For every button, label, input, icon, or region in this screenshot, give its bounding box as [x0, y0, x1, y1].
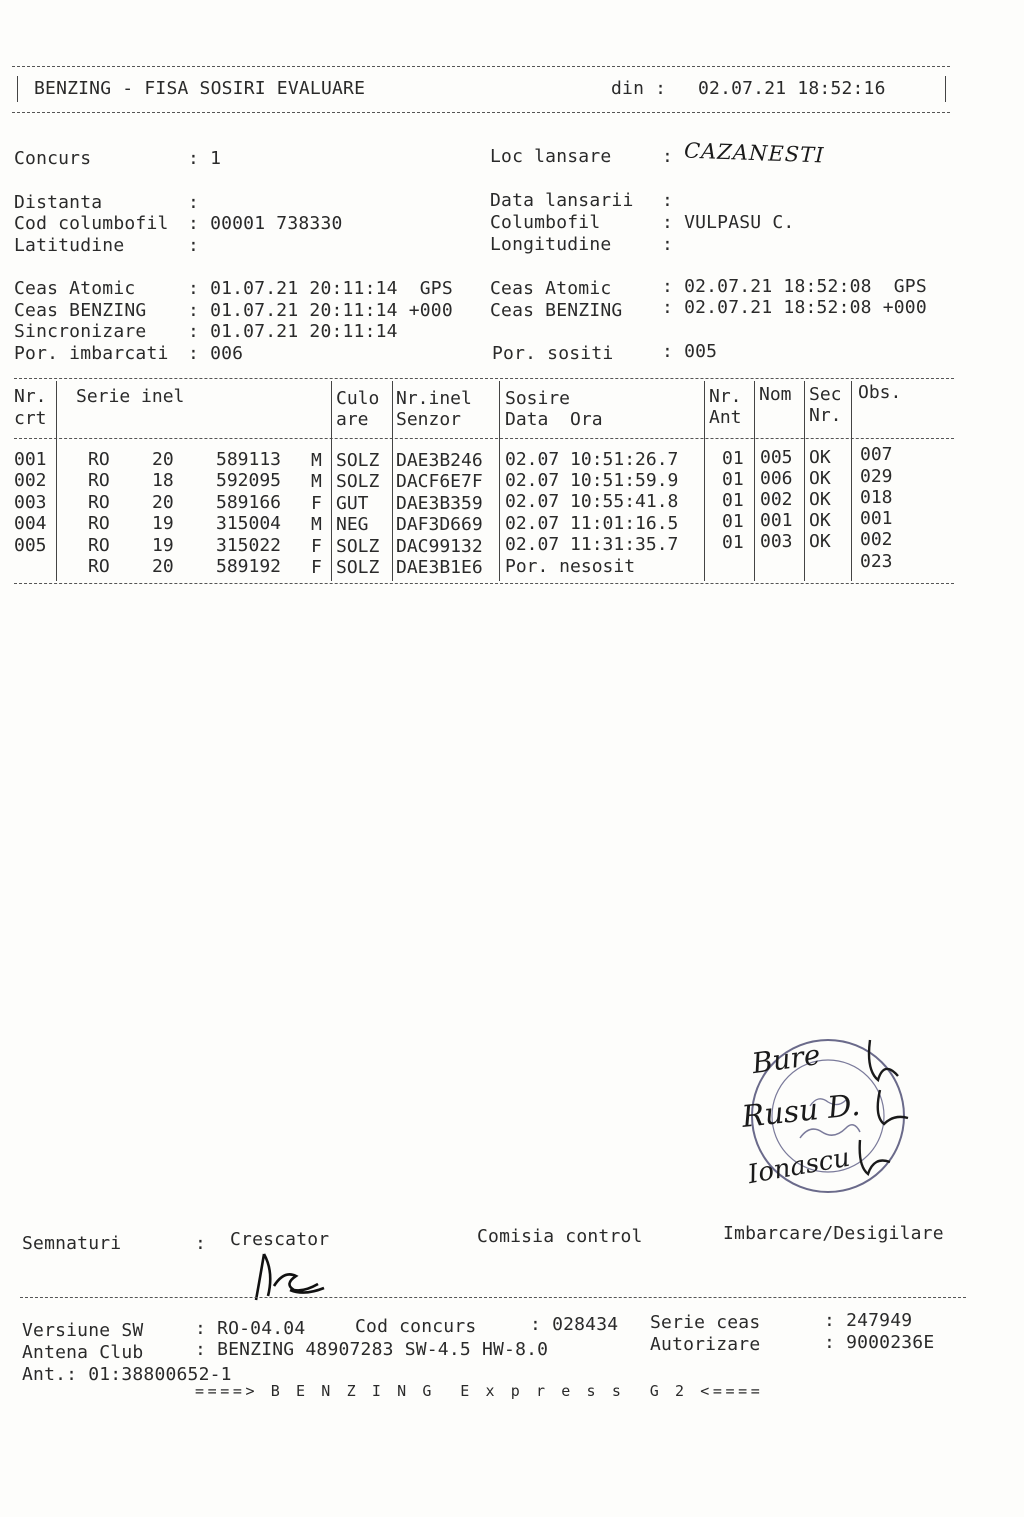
imbarcati-value: : 006	[188, 343, 244, 364]
row-sec: OK	[809, 489, 831, 510]
header-nr-inel: Nr.inel	[396, 388, 472, 409]
header-sec: Sec	[809, 384, 842, 405]
club-stamp	[730, 1010, 930, 1210]
latitudine-label: Latitudine	[14, 235, 125, 256]
header-sosire: Sosire	[505, 388, 571, 409]
crescator-label: Crescator	[230, 1229, 330, 1250]
autorizare-label: Autorizare	[650, 1334, 761, 1355]
comisia-control-label: Comisia control	[477, 1226, 643, 1247]
row-obs: 007	[860, 444, 893, 465]
table-header-rule	[14, 438, 954, 439]
row-sec: OK	[809, 531, 831, 552]
loc-lansare-handwritten: CAZANESTI	[683, 138, 825, 168]
row-obs: 029	[860, 466, 893, 487]
semnaturi-label: Semnaturi	[22, 1233, 122, 1254]
data-lansarii-value: :	[662, 190, 674, 211]
row-sex: M	[311, 450, 322, 471]
row-nr: 004	[14, 513, 47, 534]
row-an: 18	[152, 470, 174, 491]
ceas-benzing-right-value: : 02.07.21 18:52:08 +000	[662, 297, 927, 318]
sincronizare-label: Sincronizare	[14, 321, 147, 342]
row-tara: RO	[88, 513, 110, 534]
header-top-rule	[12, 66, 950, 67]
row-senzor: DAC99132	[396, 536, 483, 557]
header-are: are	[336, 409, 369, 430]
sincronizare-value: : 01.07.21 20:11:14	[188, 321, 398, 342]
document-title: BENZING - FISA SOSIRI EVALUARE	[34, 78, 366, 99]
latitudine-value: :	[188, 235, 200, 256]
row-nom: 005	[760, 447, 793, 468]
row-tara: RO	[88, 556, 110, 577]
longitudine-value: :	[662, 234, 674, 255]
col-divider	[704, 381, 705, 581]
versiune-sw-value: : RO-04.04	[195, 1318, 306, 1339]
col-divider	[754, 381, 755, 581]
row-sosire: 02.07 10:55:41.8	[505, 491, 679, 512]
row-inel: 315022	[216, 535, 282, 556]
antena-club-label: Antena Club	[22, 1342, 144, 1363]
row-culoare: SOLZ	[336, 536, 380, 557]
row-an: 20	[152, 492, 174, 513]
row-nom: 006	[760, 468, 793, 489]
row-an: 20	[152, 449, 174, 470]
autorizare-value: : 9000236E	[824, 1332, 935, 1353]
row-an: 20	[152, 556, 174, 577]
cod-columbofil-label: Cod columbofil	[14, 213, 169, 234]
row-sec: OK	[809, 468, 831, 489]
antena-club-value: : BENZING 48907283 SW-4.5 HW-8.0	[195, 1339, 549, 1360]
row-inel: 589192	[216, 556, 282, 577]
sositi-value: : 005	[662, 341, 718, 362]
header-data-ora: Data Ora	[505, 409, 603, 430]
header-obs: Obs.	[858, 382, 902, 403]
header-senzor: Senzor	[396, 409, 462, 430]
row-nom: 003	[760, 531, 793, 552]
din-label: din :	[611, 78, 667, 99]
row-an: 19	[152, 535, 174, 556]
header-bottom-rule	[12, 112, 950, 113]
header-nr: Nr.	[14, 386, 47, 407]
serie-ceas-value: : 247949	[824, 1310, 913, 1331]
row-ant: 01	[722, 448, 744, 469]
distanta-label: Distanta	[14, 192, 103, 213]
cod-concurs-label: Cod concurs	[355, 1316, 477, 1337]
row-sosire: 02.07 11:01:16.5	[505, 513, 679, 534]
row-nr: 005	[14, 535, 47, 556]
table-bottom-rule	[14, 583, 954, 584]
row-ant: 01	[722, 490, 744, 511]
ceas-benzing-right-label: Ceas BENZING	[490, 300, 623, 321]
stamp-signature-1: Bure	[749, 1037, 823, 1081]
col-divider	[56, 381, 57, 581]
row-culoare: SOLZ	[336, 450, 380, 471]
row-tara: RO	[88, 470, 110, 491]
loc-lansare-colon: :	[662, 146, 674, 167]
col-divider	[851, 381, 852, 581]
row-tara: RO	[88, 535, 110, 556]
longitudine-label: Longitudine	[490, 234, 612, 255]
row-senzor: DAE3B1E6	[396, 557, 483, 578]
header-sec-nr: Nr.	[809, 405, 842, 426]
sositi-label: Por. sositi	[492, 343, 614, 364]
table-top-rule	[14, 378, 954, 379]
row-sex: M	[311, 471, 322, 492]
row-culoare: SOLZ	[336, 471, 380, 492]
semnaturi-colon: :	[195, 1233, 207, 1254]
ceas-benzing-left-label: Ceas BENZING	[14, 300, 147, 321]
row-inel: 589166	[216, 492, 282, 513]
row-culoare: GUT	[336, 493, 369, 514]
ceas-benzing-left-value: : 01.07.21 20:11:14 +000	[188, 300, 453, 321]
row-sex: F	[311, 557, 322, 578]
versiune-sw-label: Versiune SW	[22, 1320, 144, 1341]
benzing-express-banner: ====> B E N Z I N G E x p r e s s G 2 <====	[195, 1382, 764, 1400]
col-divider	[499, 381, 500, 581]
loc-lansare-label: Loc lansare	[490, 146, 612, 167]
row-senzor: DACF6E7F	[396, 471, 483, 492]
cod-concurs-value: : 028434	[530, 1314, 619, 1335]
row-an: 19	[152, 513, 174, 534]
row-sec: OK	[809, 447, 831, 468]
concurs-label: Concurs	[14, 148, 92, 169]
row-sosire: 02.07 10:51:59.9	[505, 470, 679, 491]
columbofil-label: Columbofil	[490, 212, 601, 233]
ant-line: Ant.: 01:38800652-1	[22, 1364, 232, 1385]
row-tara: RO	[88, 449, 110, 470]
col-divider	[392, 381, 393, 581]
header-left-bar	[17, 76, 18, 102]
row-culoare: NEG	[336, 514, 369, 535]
serie-ceas-label: Serie ceas	[650, 1312, 761, 1333]
row-sex: M	[311, 514, 322, 535]
row-nr: 003	[14, 492, 47, 513]
row-obs: 001	[860, 508, 893, 529]
stamp-signature-2: Rusu D.	[740, 1087, 862, 1135]
row-ant: 01	[722, 532, 744, 553]
row-nr: 002	[14, 470, 47, 491]
header-right-bar	[945, 76, 946, 102]
cod-columbofil-value: : 00001 738330	[188, 213, 343, 234]
concurs-value: : 1	[188, 148, 222, 169]
header-nr-ant: Nr.	[709, 386, 742, 407]
imbarcare-desigilare-label: Imbarcare/Desigilare	[723, 1223, 944, 1244]
row-sex: F	[311, 493, 322, 514]
row-nr: 001	[14, 449, 47, 470]
row-sosire: 02.07 11:31:35.7	[505, 534, 679, 555]
row-sex: F	[311, 536, 322, 557]
row-inel: 315004	[216, 513, 282, 534]
imbarcati-label: Por. imbarcati	[14, 343, 169, 364]
col-divider	[331, 381, 332, 581]
header-serie-inel: Serie inel	[76, 386, 185, 407]
row-obs: 002	[860, 529, 893, 550]
header-crt: crt	[14, 408, 47, 429]
report-timestamp: 02.07.21 18:52:16	[698, 78, 886, 99]
row-obs: 018	[860, 487, 893, 508]
row-obs: 023	[860, 551, 893, 572]
row-culoare: SOLZ	[336, 557, 380, 578]
ceas-atomic-right-value: : 02.07.21 18:52:08 GPS	[662, 276, 927, 297]
row-nom: 002	[760, 489, 793, 510]
header-ant: Ant	[709, 407, 742, 428]
footer-rule	[20, 1297, 966, 1298]
row-senzor: DAE3B359	[396, 493, 483, 514]
row-senzor: DAE3B246	[396, 450, 483, 471]
header-culo: Culo	[336, 388, 380, 409]
ceas-atomic-left-value: : 01.07.21 20:11:14 GPS	[188, 278, 453, 299]
stamp-signature-3: Ionascu	[745, 1142, 853, 1191]
ceas-atomic-right-label: Ceas Atomic	[490, 278, 612, 299]
row-tara: RO	[88, 492, 110, 513]
row-sosire: 02.07 10:51:26.7	[505, 449, 679, 470]
row-senzor: DAF3D669	[396, 514, 483, 535]
columbofil-value: : VULPASU C.	[662, 212, 795, 233]
row-sec: OK	[809, 510, 831, 531]
row-nom: 001	[760, 510, 793, 531]
header-nom: Nom	[759, 384, 792, 405]
row-inel: 592095	[216, 470, 282, 491]
row-ant: 01	[722, 469, 744, 490]
row-sosire: Por. nesosit	[505, 556, 636, 577]
data-lansarii-label: Data lansarii	[490, 190, 634, 211]
ceas-atomic-left-label: Ceas Atomic	[14, 278, 136, 299]
distanta-value: :	[188, 192, 200, 213]
row-ant: 01	[722, 511, 744, 532]
col-divider	[804, 381, 805, 581]
row-inel: 589113	[216, 449, 282, 470]
